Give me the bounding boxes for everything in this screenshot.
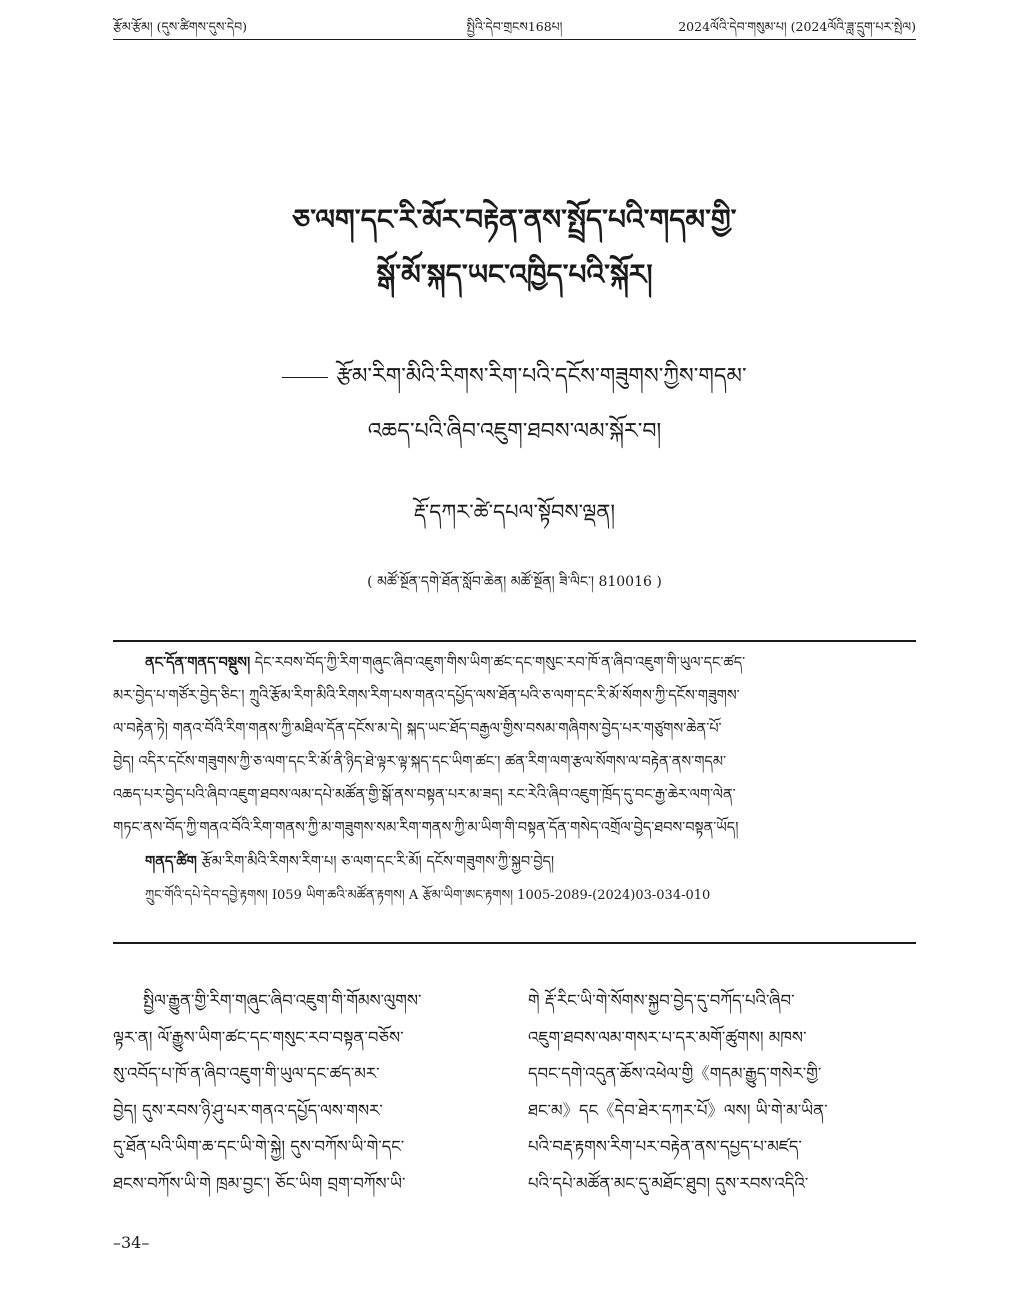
body-line: པའི་དཔེ་མཚོན་མང་དུ་མཐོང་ཐུབ། དུས་རབས་འདིའི་ (528, 1173, 809, 1193)
abstract-bottom-rule (113, 942, 916, 944)
subtitle-dash (282, 377, 328, 378)
body-line: སྤྱིལ་རྒྱུན་གྱི་རིག་གཞུང་ཞིབ་འཇུག་གི་གོམས་ལུགས་ (143, 991, 422, 1010)
body-line: སུ་འབོད་པ་ཁོ་ན་ཞིབ་འཇུག་གི་ཡུལ་དང་ཚད་མར་ (113, 1064, 380, 1083)
body-line: བྱེད། དུས་རབས་ཉི་ཤུ་པར་གནའ་དཔྱོད་ལས་གསར་ (113, 1100, 383, 1120)
abstract-text: དེང་རབས་བོད་ཀྱི་རིག་གཞུང་ཞིབ་འཇུག་གིས་ཡིག་ཚང་དང་གསུང་རབ་ཁོ་ན་ཞིབ་འཇུག་གི་ཡུལ་དང་ཚད་ (254, 655, 746, 671)
abstract-line: གཏང་ནས་བོད་ཀྱི་གནའ་བོའི་རིག་གནས་ཀྱི་མ་གཟུགས་སམ་རིག་གནས་ཀྱི་མ་ཡིག་གི་བསྟན་དོན་གསེད་འགྲོལ་བྱེད་ཐབས་བསྟན་ཡོད། (113, 820, 739, 836)
body-line: ཐང་མ》དང《དེབ་ཐེར་དཀར་པོ》ལས། ཡི་གེ་མ་ཡིན་ (528, 1100, 828, 1120)
page-number: –34– (113, 1233, 150, 1252)
header-divider (113, 39, 916, 40)
abstract-top-rule (113, 640, 916, 642)
article-subtitle-line-2: འཆད་པའི་ཞིབ་འཇུག་ཐབས་ལམ་སྐོར་བ། (367, 419, 662, 444)
author-name: རྡོ་དཀར་ཚེ་དཔལ་སྟོབས་ལྡན། (413, 500, 616, 524)
running-header-journal-name: རྩོམ་རྩོམ། (དུས་ཚིགས་དུས་དེབ) (113, 19, 248, 34)
article-subtitle-line-1 (113, 360, 916, 394)
abstract-line: མར་བྱེད་པ་གཙོར་བྱེད་ཅིང་། ཀྲུའི་རྩོམ་རིག་མིའི་རིགས་རིག་པས་གནའ་དཔྱོད་ལས་ཐོན་པའི་ཅ་ལག་དང་རི་མོ་སོགས་ཀྱི་དངོས་གཟུགས་ (113, 688, 740, 704)
body-line: ཐངས་བཀོས་ཡི་གེ ཁྲམ་བྱང་། ཅོང་ཡིག བྲག་བཀོས་ཡི་ (113, 1173, 406, 1193)
body-line: འཇུག་ཐབས་ལམ་གསར་པ་དར་མགོ་ཚུགས། མཁས་ (528, 1027, 807, 1047)
running-header-date: 2024ལོའི་དེབ་གསུམ་པ། (2024ལོའི་ཟླ་དྲུག་པར་སྤེལ) (678, 19, 916, 34)
body-line: དབང་དགེ་འདུན་ཆོས་འཕེལ་གྱི《གདམ་རྒྱུད་གསེར་གྱི་ (528, 1064, 822, 1083)
abstract-block (113, 646, 916, 912)
abstract-line: བྱེད། འདིར་དངོས་གཟུགས་ཀྱི་ཅ་ལག་དང་རི་མོ་ནི་ཉིད་ཐེ་ལྟར་ལྟ་སྐད་དང་ཡིག་ཚང་། ཚན་རིག་ལག་རྩལ་སོགས་ལ་བརྟེན་ནས་གདམ་ (113, 754, 727, 770)
body-line: ལྟར་ན། ལོ་རྒྱུས་ཡིག་ཚང་དང་གསུང་རབ་བསྟན་བཅོས་ (113, 1027, 404, 1047)
body-line: པའི་བརྡ་རྟགས་རིག་པར་བརྟེན་ནས་དཔྱད་པ་མཛད་ (528, 1137, 802, 1156)
abstract-line (113, 646, 916, 680)
keywords-label: གནད་ཚིག (145, 853, 197, 870)
abstract-line: ལ་བརྟེན་ཏེ། གནའ་བོའི་རིག་གནས་ཀྱི་མཐིལ་དོན་དངོས་མ་དེ། སྐད་ཡང་ཐོད་བརྒྱལ་གྱིས་བསམ་གཞིགས་བྱེད་པར་གཙུགས་ཆེན་པོ་ (113, 721, 722, 737)
body-line: གེ རྡོ་རིང་ཡི་གེ་སོགས་སྐྱབ་བྱེད་དུ་བཀོད་པའི་ཞིབ་ (528, 991, 795, 1010)
subtitle-text-1: རྩོམ་རིག་མིའི་རིགས་རིག་པའི་དངོས་གཟུགས་ཀྱིས་གདམ་ (336, 364, 747, 389)
keywords-text: རྩོམ་རིག་མིའི་རིགས་རིག་པ། ཅ་ལག་དང་རི་མོ། དངོས་གཟུགས་ཀྱི་སྐྱབ་བྱེད། (201, 854, 555, 870)
running-header-issue-number: སྤྱིའི་དེབ་གྲངས168པ། (466, 19, 563, 34)
body-line: དུ་ཐོན་པའི་ཡིག་ཆ་དང་ཡི་གེ་སྐྱེ། དུས་བཀོས་ཡི་གེ་དང་ (113, 1137, 405, 1156)
body-column-right (528, 983, 916, 1202)
article-title-line-1: ཅ་ལག་དང་རི་མོར་བརྟེན་ནས་སྤྲོད་པའི་གདམ་གྱི་ (292, 203, 737, 236)
author-affiliation: ( མཚོ་སྔོན་དགེ་ཐོན་སློབ་ཆེན། མཚོ་སྔོན། ཟི་ལིང་། 810016 ) (367, 574, 662, 590)
article-title-line-2: སྒོ་མོ་སྐད་ཡང་འཁྱིད་པའི་སྐོར། (376, 258, 653, 291)
running-header (113, 16, 916, 38)
classification-line: ཀྲུང་གོའི་དཔེ་དེབ་དབྱེ་རྟགས། I059 ཡིག་ཆའི་མཚོན་རྟགས། A རྩོམ་ཡིག་ཨང་རྟགས། 1005-2089-(2024)03-034-010 (145, 888, 711, 903)
keywords-line (113, 845, 916, 879)
abstract-line: འཆད་པར་བྱེད་པའི་ཞིབ་འཇུག་ཐབས་ལམ་དཔེ་མཚོན་གྱི་སྒོ་ནས་བསྟན་པར་མ་ཟད། རང་རེའི་ཞིབ་འཇུག་ཁྲོད་དུ་བང་རྒྱ་ཆེར་ལག་ལེན་ (113, 787, 736, 803)
abstract-label: ནང་དོན་གནད་བསྡུས། (145, 654, 251, 671)
body-column-left (113, 983, 501, 1202)
